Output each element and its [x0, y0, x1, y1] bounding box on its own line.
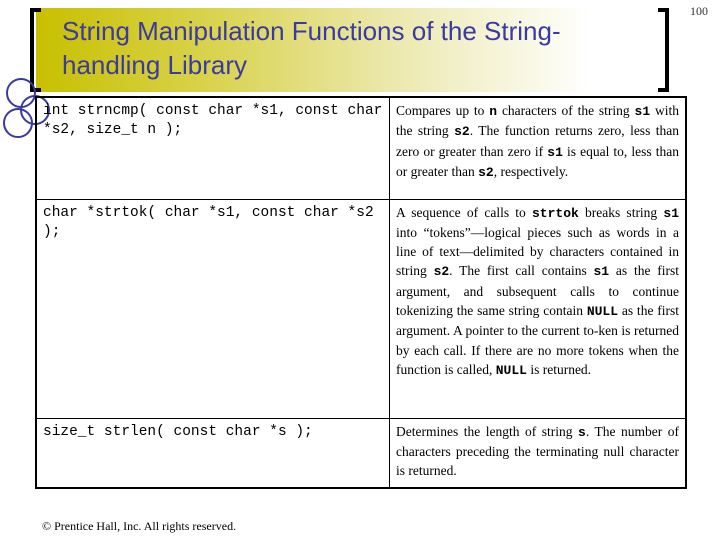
inline-code: s2 [454, 124, 470, 140]
inline-code: s1 [634, 104, 651, 119]
inline-code: s [578, 424, 586, 440]
inline-code: s1 [593, 264, 610, 280]
function-prototype: char *strtok( char *s1, const char *s2 ); [36, 199, 390, 418]
inline-code: NULL [495, 362, 527, 378]
table-row [36, 97, 686, 199]
copyright-footer: © Prentice Hall, Inc. All rights reserved. [42, 519, 237, 533]
function-description: A sequence of calls to strtok breaks string s1 into “tokens”—logical pieces such as words in a line of text—delimited by characters contained in string s2. The first call contains s1 as the first argument, and subsequent calls to continue tokenizing the same string contain NULL as the first argument. A pointer to the current to-ken is returned by each call. If there are no more tokens when the function is called, NULL is returned. [390, 199, 687, 418]
function-description: Compares up to n characters of the string s1 with the string s2. The function returns zero, less than zero or greater than zero if s1 is equal to, less than or greater than s2, respectively. [390, 97, 687, 199]
function-prototype: size_t strlen( const char *s ); [36, 418, 390, 488]
inline-code: s1 [547, 144, 563, 160]
decorative-ring-3 [3, 108, 33, 138]
page-number: 100 [690, 4, 708, 18]
inline-code: s1 [663, 205, 679, 221]
function-description: Determines the length of string s. The number of characters preceding the terminating null character is returned. [390, 418, 687, 488]
title-bracket-left [30, 8, 41, 92]
inline-code: n [489, 104, 498, 119]
slide-title: String Manipulation Functions of the String-handling Library [62, 16, 561, 80]
inline-code: strtok [531, 205, 579, 221]
inline-code: NULL [586, 303, 619, 319]
inline-code: s2 [478, 164, 494, 180]
functions-table [35, 96, 687, 489]
inline-code: s2 [433, 264, 450, 280]
title-bracket-right [658, 8, 669, 92]
table-row [36, 199, 686, 418]
table-row [36, 418, 686, 488]
function-prototype: int strncmp( const char *s1, const char *s2, size_t n ); [36, 97, 390, 199]
